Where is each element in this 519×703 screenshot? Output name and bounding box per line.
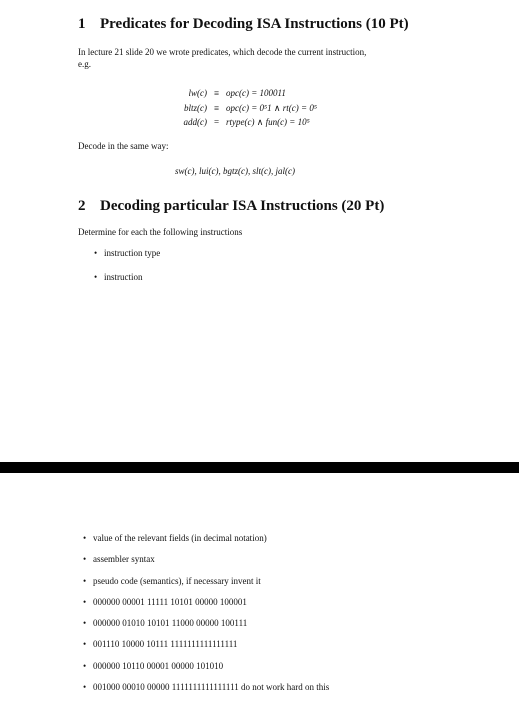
section-2-title: Decoding particular ISA Instructions (20 Pt) xyxy=(100,198,385,214)
equation-row xyxy=(0,103,519,115)
equation-lhs: add(c) xyxy=(183,117,207,127)
equation-row xyxy=(0,88,519,100)
list-item: • instruction xyxy=(104,272,160,296)
equation-lhs: lw(c) xyxy=(188,88,207,98)
section-1-intro-line-1: In lecture 21 slide 20 we wrote predicates, which decode the current instruction, xyxy=(78,47,367,57)
section-2-intro: Determine for each the following instructions xyxy=(78,227,243,237)
equation-rhs: opc(c) = 0⁵1 ∧ rt(c) = 0⁵ xyxy=(226,103,317,113)
equation-operator: ≡ xyxy=(214,88,220,98)
list-item: • 001000 00010 00000 1111111111111111 do not work hard on this xyxy=(93,682,329,703)
page-separator xyxy=(0,462,519,473)
section-1-intro-line-2: e.g. xyxy=(78,59,91,69)
equation-rhs: rtype(c) ∧ fun(c) = 10⁵ xyxy=(226,117,310,127)
list-item: • value of the relevant fields (in decimal notation) xyxy=(93,533,329,554)
list-item: • 000000 01010 10101 11000 00000 100111 xyxy=(93,618,329,639)
decode-instruction-text: Decode in the same way: xyxy=(78,141,169,151)
list-item: • instruction type xyxy=(104,248,160,272)
decode-predicate-list: sw(c), lui(c), bgtz(c), slt(c), jal(c) xyxy=(175,166,295,176)
equation-operator: ≡ xyxy=(214,103,220,113)
section-2-heading xyxy=(78,198,384,215)
page-2-bullet-list xyxy=(93,533,329,703)
equation-operator: = xyxy=(214,117,220,127)
list-item: • assembler syntax xyxy=(93,554,329,575)
section-2-number: 2 xyxy=(78,198,86,214)
section-1-heading xyxy=(78,16,409,33)
section-1-title: Predicates for Decoding ISA Instructions (10 Pt) xyxy=(100,16,409,32)
list-item: • 000000 00001 11111 10101 00000 100001 xyxy=(93,597,329,618)
section-2-bullet-list xyxy=(104,248,160,296)
list-item: • pseudo code (semantics), if necessary invent it xyxy=(93,576,329,597)
list-item: • 001110 10000 10111 1111111111111111 xyxy=(93,639,329,660)
equation-row xyxy=(0,117,519,129)
list-item: • 000000 10110 00001 00000 101010 xyxy=(93,661,329,682)
equation-lhs: bltz(c) xyxy=(184,103,207,113)
section-1-number: 1 xyxy=(78,16,86,32)
equation-rhs: opc(c) = 100011 xyxy=(226,88,286,98)
